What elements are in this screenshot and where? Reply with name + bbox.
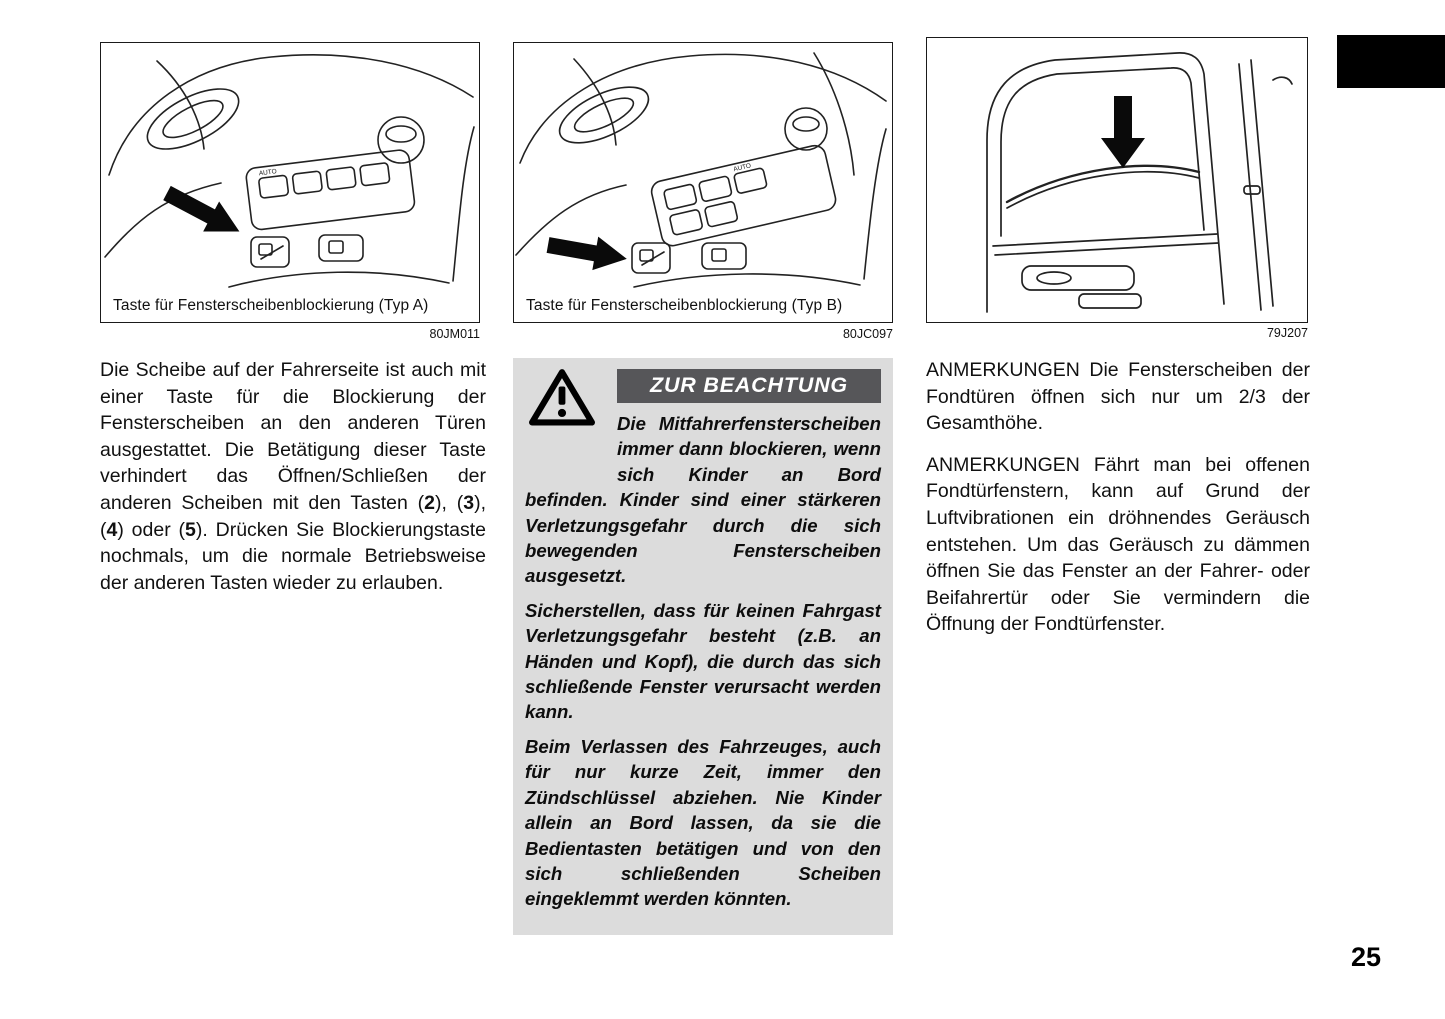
rear-door-illustration — [927, 38, 1306, 318]
mirror-knob — [378, 117, 424, 163]
chapter-tab-marker — [1337, 35, 1445, 88]
door-switch-panel-illustration-a — [101, 43, 478, 289]
window-lock-button — [632, 243, 670, 273]
window-lock-button — [251, 237, 289, 267]
button-number-5: 5 — [185, 518, 196, 541]
down-arrow-icon — [1101, 96, 1145, 168]
right-text-column — [926, 357, 1310, 653]
body-text: ), ( — [100, 491, 486, 541]
figure-caption: Taste für Fensterscheibenblockierung (Typ B) — [526, 297, 843, 314]
figure-window-lock-typ-a — [100, 42, 480, 323]
body-text: ). Drücken Sie Blockierungstaste nochmals, um die normale Betriebsweise der anderen Tasten wieder zu erlauben. — [100, 518, 486, 594]
warning-box — [513, 358, 893, 935]
figure-code: 80JC097 — [842, 327, 893, 341]
annotation-paragraph: ANMERKUNGEN Fährt man bei offenen Fondtürfenstern, kann auf Grund der Luftvibrationen ein dröhnendes Geräusch entstehen. Um das Geräusch zu dämmen öffnen Sie das Fenster an der Fahrer- oder Beifahrertür oder Sie vermindern die Öffnung der Fondtürfenster. — [926, 453, 1310, 636]
door-switch-panel-illustration-b — [514, 43, 891, 289]
window-switch-cluster — [649, 143, 837, 247]
button-number-3: 3 — [463, 491, 475, 514]
auto-label: AUTO — [258, 168, 278, 178]
glass-edge-line — [1007, 166, 1199, 202]
auto-label: AUTO — [732, 162, 752, 174]
door-pull-handle — [552, 76, 657, 155]
figure-code: 80JM011 — [429, 327, 480, 341]
annotation-paragraph: ANMERKUNGEN Die Fensterscheiben der Fondtüren öffnen sich nur um 2/3 der Gesamthöhe. — [926, 359, 1310, 435]
paragraph — [100, 357, 486, 596]
warning-header — [617, 369, 881, 403]
armrest — [1022, 266, 1134, 290]
exterior-handle — [1244, 186, 1260, 194]
left-text-column — [100, 357, 486, 611]
pointer-arrow-icon — [545, 228, 630, 275]
warning-title: ZUR BEACHTUNG — [650, 373, 848, 397]
figure-code: 79J207 — [1266, 326, 1308, 340]
body-text: ), ( — [434, 491, 464, 514]
page-number: 25 — [1350, 942, 1381, 972]
warning-paragraph: Beim Verlassen des Fahrzeuges, auch für nur kurze Zeit, immer den Zündschlüssel abziehen. Nie Kinder allein an Bord lassen, da sie die Bedientasten betätigen und von den sich schließenden Scheiben eingeklemmt werden könnten. — [525, 735, 881, 910]
button-number-2: 2 — [424, 491, 435, 514]
figure-caption: Taste für Fensterscheibenblockierung (Typ A) — [113, 297, 429, 314]
warning-paragraph: Sicherstellen, dass für keinen Fahrgast Verletzungsgefahr besteht (z.B. an Händen und Kopf), die durch das sich schließende Fenster verursacht werden kann. — [525, 599, 881, 723]
body-text: Die Scheibe auf der Fahrerseite ist auch mit einer Taste für die Blockierung der Fensterscheiben an den anderen Türen ausgestattet. Die Betätigung dieser Taste verhindert das Öffnen/Schließen der anderen Scheiben mit den Tasten ( — [100, 359, 486, 514]
figure-window-lock-typ-b — [513, 42, 893, 323]
warning-paragraph: Die Mitfahrerfensterscheiben immer dann blockieren, wenn sich Kinder an Bord befinden. Kinder sind einer stärkeren Verletzungsgefahr durch die sich bewegenden Fensterscheiben ausgesetzt. — [525, 413, 881, 587]
body-text: ) oder ( — [117, 518, 186, 541]
door-pull-handle — [138, 77, 247, 162]
figure-rear-door-window — [926, 37, 1308, 323]
button-number-4: 4 — [106, 518, 118, 541]
warning-triangle-icon — [528, 367, 596, 429]
window-switch-cluster — [245, 149, 415, 231]
mirror-knob — [785, 108, 827, 150]
